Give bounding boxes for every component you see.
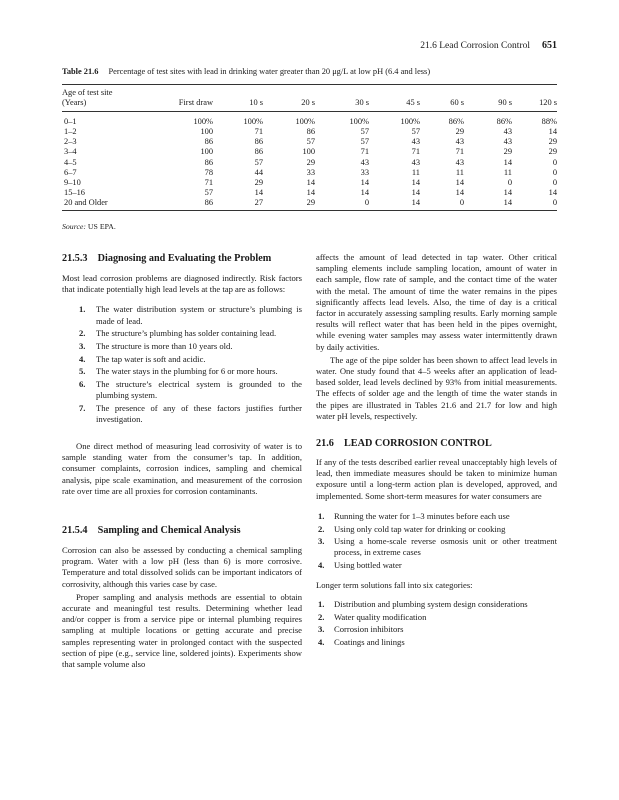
table-cell: 29 — [548, 137, 557, 147]
list-item — [62, 366, 302, 377]
table-cell: 0 — [512, 198, 557, 211]
table-source — [62, 222, 116, 231]
list-item-text: Running the water for 1–3 minutes before each use — [334, 510, 510, 521]
table-cell: 14 — [306, 177, 315, 187]
table-row-label: 15–16 — [64, 187, 85, 197]
long-term-solutions-list — [316, 599, 557, 648]
table-cell: 29 — [254, 177, 263, 187]
list-item-number: 6. — [79, 379, 86, 390]
table-cell: 71 — [204, 177, 213, 187]
table-cell: 86 — [204, 157, 213, 167]
table-cell: 29 — [455, 127, 464, 137]
table-row — [62, 158, 557, 168]
table-cell: 43 — [360, 157, 369, 167]
table-row-label: 0–1 — [64, 117, 77, 127]
table-row — [62, 168, 557, 178]
table-cell: 43 — [503, 127, 512, 137]
table-cell: 14 — [254, 187, 263, 197]
source-label: Source: — [62, 222, 86, 231]
table-cell: 33 — [360, 167, 369, 177]
list-item — [316, 511, 557, 522]
table-row-label: 3–4 — [64, 147, 77, 157]
list-item-text: The presence of any of these factors justifies further investigation. — [96, 403, 302, 425]
list-item-text: Distribution and plumbing system design considerations — [334, 599, 528, 610]
table-header-age: Age of test site — [62, 85, 557, 99]
table-cell: 11 — [411, 167, 420, 177]
table-header-row — [62, 85, 557, 99]
table-cell: 88% — [541, 117, 557, 127]
paragraph: The age of the pipe solder has been shown to affect lead levels in water. One study found that 4–5 weeks after an application of lead-based solder, lead levels declined by 93% from initial measurements. The effects of solder age and the length of time the water stands in the pipes are illustrated in Tables 21.6 and 21.7 for low and high water pH levels, respectively. — [316, 354, 557, 421]
table-cell: 14 — [360, 177, 369, 187]
table-cell: 29 — [548, 147, 557, 157]
table-cell: 43 — [455, 157, 464, 167]
table-cell: 57 — [204, 187, 213, 197]
table-cell: 86 — [306, 127, 315, 137]
table-row — [62, 137, 557, 147]
list-item-text: Coatings and linings — [334, 637, 405, 648]
table-row — [62, 112, 557, 128]
table-cell: 44 — [254, 167, 263, 177]
table-cell: 71 — [254, 127, 263, 137]
list-item — [316, 612, 557, 623]
table-cell: 100 — [302, 147, 315, 157]
list-item-number: 4. — [318, 637, 325, 648]
list-item-text: The structure’s electrical system is grounded to the plumbing system. — [96, 379, 302, 401]
table-row — [62, 198, 557, 211]
table-row-label: 1–2 — [64, 127, 77, 137]
running-title: 21.6 Lead Corrosion Control — [420, 41, 530, 51]
table-cell: 0 — [552, 167, 557, 177]
table-cell: 0 — [552, 177, 557, 187]
table-cell: 11 — [503, 167, 512, 177]
list-item-number: 1. — [79, 304, 86, 315]
list-item — [62, 403, 302, 425]
section-heading-21-6: 21.6 LEAD CORROSION CONTROL — [316, 438, 492, 450]
table-cell: 78 — [204, 167, 213, 177]
table-cell: 14 — [548, 187, 557, 197]
table-cell: 33 — [306, 167, 315, 177]
table-cell: 86 — [254, 147, 263, 157]
table-cell: 71 — [455, 147, 464, 157]
table-column-header: 120 s — [512, 98, 557, 112]
table-cell: 14 — [455, 177, 464, 187]
running-header — [62, 40, 557, 51]
table-column-header: 60 s — [420, 98, 464, 112]
list-item-number: 2. — [79, 328, 86, 339]
source-text: US EPA. — [87, 222, 116, 231]
table-cell: 0 — [552, 157, 557, 167]
list-item — [316, 599, 557, 610]
table-cell: 100% — [193, 117, 213, 127]
table-body — [62, 112, 557, 211]
table-cell: 14 — [503, 157, 512, 167]
list-item-text: Using bottled water — [334, 560, 402, 571]
table-label: Table 21.6 — [62, 67, 99, 76]
table-cell: 29 — [503, 147, 512, 157]
table-cell: 43 — [455, 137, 464, 147]
list-item-text: Using a home-scale reverse osmosis unit or other treatment process, in extreme cases — [334, 536, 557, 558]
list-item — [62, 379, 302, 401]
table-cell: 57 — [306, 137, 315, 147]
list-item-text: The structure’s plumbing has solder containing lead. — [96, 328, 277, 339]
left-column — [62, 252, 302, 670]
table-cell: 11 — [455, 167, 464, 177]
paragraph: Corrosion can also be assessed by conducting a chemical sampling program. Water with a low pH (less than 6) is more corrosive. Temperature and total dissolved solids can be important indicators of corrosivity, although this varies case by case. — [62, 544, 302, 589]
table-cell: 14 — [306, 187, 315, 197]
table-cell: 0 — [507, 177, 512, 187]
list-item — [62, 341, 302, 352]
list-item — [316, 524, 557, 535]
table-cell: 86% — [448, 117, 464, 127]
table-cell: 29 — [263, 198, 315, 211]
list-item — [316, 560, 557, 571]
section-heading-21-5-4: 21.5.4 Sampling and Chemical Analysis — [62, 524, 241, 536]
table-cell: 14 — [411, 187, 420, 197]
table-column-header: First draw — [147, 98, 213, 112]
table-cell: 100% — [295, 117, 315, 127]
table-header-years: (Years) — [62, 98, 147, 112]
paragraph: One direct method of measuring lead corrosivity of water is to sample standing water from the consumer’s tap. In addition, consumer complaints, corrosion indices, sampling and chemical analysis, pipe scale examination, and measurement of the corrosion rate over time are all proxies for corrosion contaminants. — [62, 440, 302, 496]
list-item — [316, 637, 557, 648]
right-column — [316, 252, 557, 650]
list-item — [62, 354, 302, 365]
table-row-label: 20 and Older — [62, 198, 147, 211]
table-row — [62, 127, 557, 137]
table-cell: 57 — [254, 157, 263, 167]
list-item-number: 7. — [79, 403, 86, 414]
table-cell: 29 — [306, 157, 315, 167]
list-item-text: Corrosion inhibitors — [334, 624, 404, 635]
table-cell: 43 — [503, 137, 512, 147]
list-item-text: The structure is more than 10 years old. — [96, 341, 233, 352]
table-cell: 86 — [147, 198, 213, 211]
table-cell: 14 — [369, 198, 420, 211]
table-column-header: 20 s — [263, 98, 315, 112]
list-item-number: 1. — [318, 510, 325, 521]
table-caption — [62, 66, 557, 77]
section-heading-21-5-3: 21.5.3 Diagnosing and Evaluating the Problem — [62, 253, 272, 264]
table-cell: 71 — [411, 147, 420, 157]
table-cell: 71 — [360, 147, 369, 157]
table-cell: 43 — [411, 137, 420, 147]
short-term-measures-list — [316, 511, 557, 572]
table-cell: 100 — [200, 127, 213, 137]
table-cell: 57 — [411, 127, 420, 137]
list-item-number: 5. — [79, 366, 86, 377]
list-item-text: The water stays in the plumbing for 6 or more hours. — [96, 366, 278, 377]
table-cell: 14 — [455, 187, 464, 197]
list-item-number: 3. — [79, 341, 86, 352]
table-row-label: 6–7 — [64, 167, 77, 177]
table-cell: 43 — [411, 157, 420, 167]
table-column-header: 10 s — [213, 98, 263, 112]
paragraph: If any of the tests described earlier reveal unacceptably high levels of lead, then immediate measures should be taken to minimize human exposure until a long-term action plan is developed, approved, and implemented. Some short-term measures for water consumers are — [316, 457, 557, 501]
table-cell: 0 — [420, 198, 464, 211]
list-item-number: 1. — [318, 599, 325, 610]
list-item-text: The tap water is soft and acidic. — [96, 353, 206, 364]
paragraph: Longer term solutions fall into six categories: — [316, 579, 473, 590]
paragraph: Most lead corrosion problems are diagnosed indirectly. Risk factors that indicate potentially high lead levels at the tap are as follows: — [62, 273, 302, 295]
list-item-number: 3. — [318, 536, 325, 547]
table-cell: 57 — [360, 137, 369, 147]
list-item-number: 4. — [79, 353, 86, 364]
table-row — [62, 188, 557, 198]
table-row-label: 9–10 — [64, 177, 81, 187]
table-cell: 14 — [360, 187, 369, 197]
table-row — [62, 147, 557, 157]
risk-factor-list — [62, 304, 302, 425]
paragraph: Proper sampling and analysis methods are essential to obtain accurate and meaningful test results. Determining whether lead and/or copper is from a service pipe or internal plumbing requires sampling at multiple locations or getting accurate and precise samples representing water in prolonged contact with the suspected section of pipe (e.g., service line, soldered joints). Experiments show that sample volume also — [62, 591, 302, 669]
table-cell: 86 — [254, 137, 263, 147]
table-cell: 57 — [360, 127, 369, 137]
list-item — [316, 624, 557, 635]
list-item-number: 4. — [318, 560, 325, 571]
list-item — [62, 328, 302, 339]
table-cell: 14 — [503, 187, 512, 197]
list-item — [62, 304, 302, 326]
table-cell: 100% — [243, 117, 263, 127]
table-column-header: 45 s — [369, 98, 420, 112]
list-item — [316, 536, 557, 558]
paragraph: affects the amount of lead detected in tap water. Other critical sampling elements include sampling location, amount of water in each sample, flow rate of sample, and the contact time of the water with the metal. The amount of time the water remains in the pipes significantly affects lead levels. Also, the time of day is a critical factor in accurately assessing sampling results. Early morning sample results will reflect water that has been held in the pipes overnight, while evening water samples may assess water intermittently drawn by daily activities. — [316, 252, 557, 352]
table-row-label: 4–5 — [64, 157, 77, 167]
table-cell: 100% — [400, 117, 420, 127]
table-cell: 27 — [213, 198, 263, 211]
table-cell: 14 — [464, 198, 512, 211]
list-item-number: 2. — [318, 611, 325, 622]
table-caption-text: Percentage of test sites with lead in drinking water greater than 20 μg/L at low pH (6.4 and less) — [108, 67, 431, 76]
table-header-columns — [62, 98, 557, 112]
table-cell: 14 — [411, 177, 420, 187]
table-cell: 86 — [204, 137, 213, 147]
table-cell: 0 — [315, 198, 369, 211]
list-item-text: Water quality modification — [334, 611, 427, 622]
table-row-label: 2–3 — [64, 137, 77, 147]
page-number: 651 — [542, 40, 557, 51]
table-cell: 100 — [200, 147, 213, 157]
table-row — [62, 178, 557, 188]
table-column-header: 30 s — [315, 98, 369, 112]
list-item-text: The water distribution system or structure’s plumbing is made of lead. — [96, 304, 302, 326]
table-cell: 86% — [496, 117, 512, 127]
table-cell: 14 — [548, 127, 557, 137]
table-column-header: 90 s — [464, 98, 512, 112]
lead-percentage-table — [62, 84, 557, 211]
table-cell: 100% — [349, 117, 369, 127]
list-item-number: 2. — [318, 523, 325, 534]
list-item-text: Using only cold tap water for drinking or cooking — [334, 523, 506, 534]
list-item-number: 3. — [318, 624, 325, 635]
